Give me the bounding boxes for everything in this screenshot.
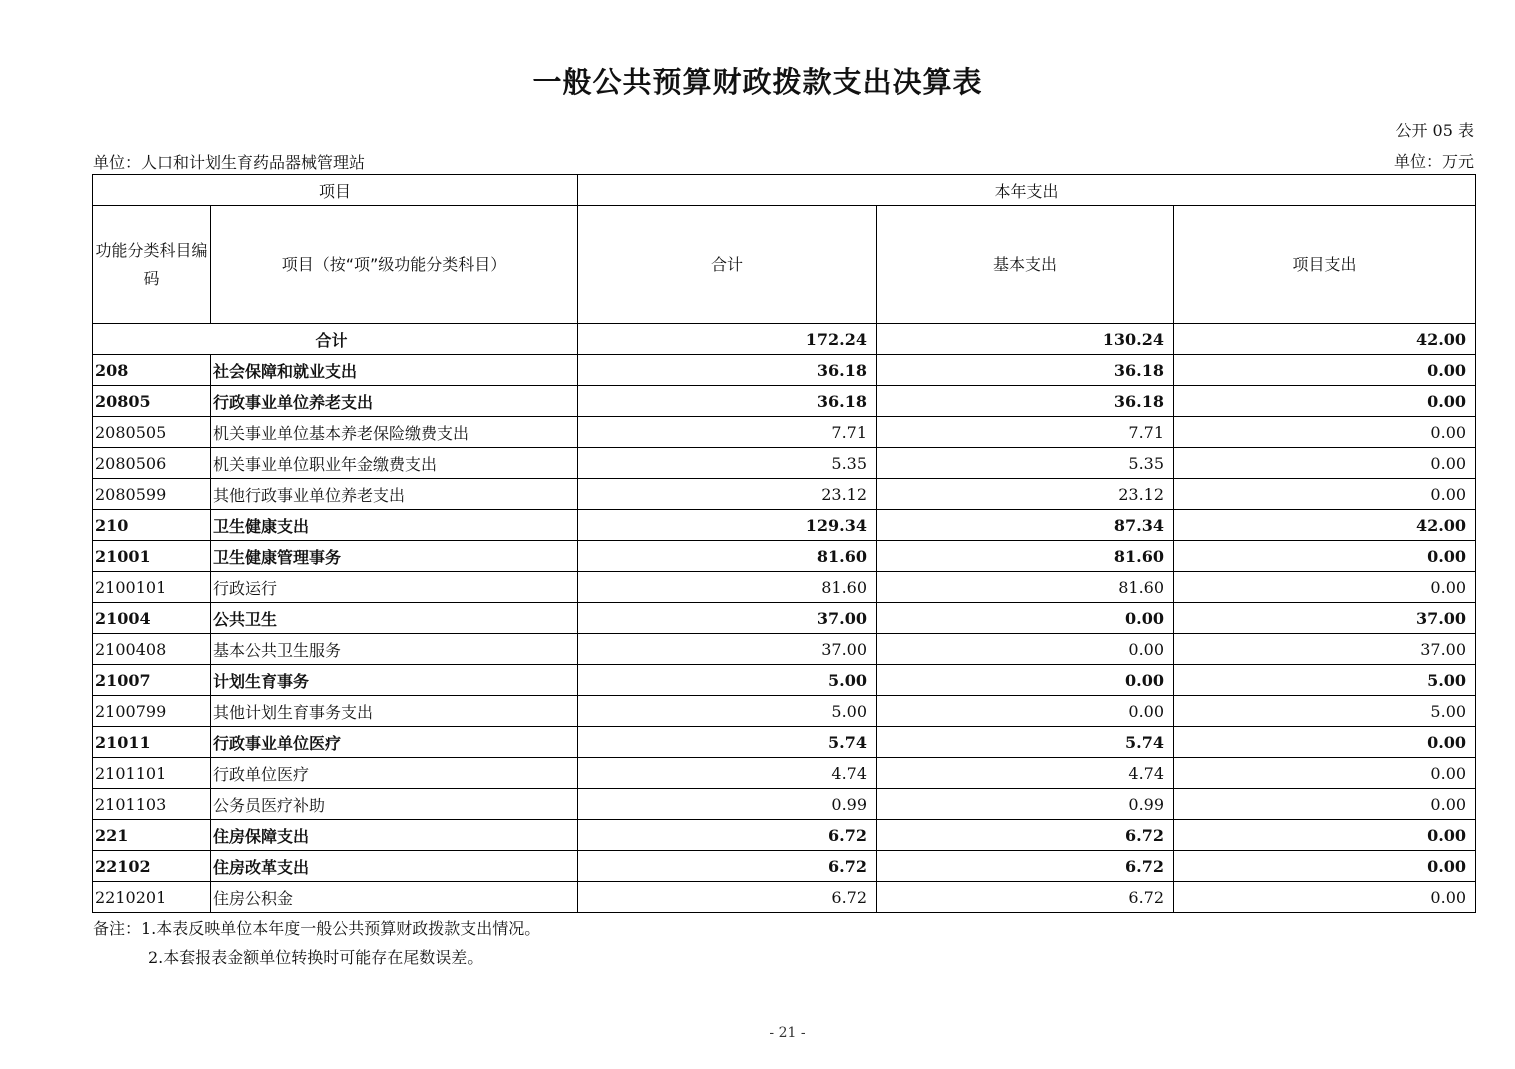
row-project: 0.00 bbox=[1174, 386, 1476, 417]
table-row bbox=[93, 634, 1476, 665]
table-row bbox=[93, 479, 1476, 510]
row-name: 卫生健康支出 bbox=[211, 510, 578, 541]
header-total: 合计 bbox=[578, 206, 877, 324]
row-total: 5.35 bbox=[578, 448, 877, 479]
row-total: 23.12 bbox=[578, 479, 877, 510]
header-project: 项目 bbox=[93, 175, 578, 206]
row-project: 0.00 bbox=[1174, 448, 1476, 479]
row-code: 2080505 bbox=[93, 417, 211, 448]
row-basic: 0.00 bbox=[877, 665, 1174, 696]
row-total: 6.72 bbox=[578, 820, 877, 851]
row-name: 行政事业单位养老支出 bbox=[211, 386, 578, 417]
row-code: 2210201 bbox=[93, 882, 211, 913]
row-name: 计划生育事务 bbox=[211, 665, 578, 696]
notes bbox=[93, 914, 540, 972]
table-row bbox=[93, 448, 1476, 479]
row-code: 210 bbox=[93, 510, 211, 541]
row-total: 129.34 bbox=[578, 510, 877, 541]
header-code: 功能分类科目编码 bbox=[93, 206, 211, 324]
row-name: 其他行政事业单位养老支出 bbox=[211, 479, 578, 510]
row-project: 0.00 bbox=[1174, 820, 1476, 851]
row-code: 21001 bbox=[93, 541, 211, 572]
row-basic: 87.34 bbox=[877, 510, 1174, 541]
row-total: 81.60 bbox=[578, 572, 877, 603]
row-basic: 6.72 bbox=[877, 882, 1174, 913]
table-row bbox=[93, 882, 1476, 913]
row-total: 37.00 bbox=[578, 603, 877, 634]
total-label: 合计 bbox=[93, 324, 578, 355]
row-code: 21004 bbox=[93, 603, 211, 634]
row-code: 20805 bbox=[93, 386, 211, 417]
row-project: 37.00 bbox=[1174, 634, 1476, 665]
row-basic: 81.60 bbox=[877, 541, 1174, 572]
expenditure-table bbox=[92, 174, 1476, 913]
row-name: 行政事业单位医疗 bbox=[211, 727, 578, 758]
table-row bbox=[93, 386, 1476, 417]
row-name: 其他计划生育事务支出 bbox=[211, 696, 578, 727]
row-total: 81.60 bbox=[578, 541, 877, 572]
table-row bbox=[93, 665, 1476, 696]
row-name: 行政单位医疗 bbox=[211, 758, 578, 789]
table-row bbox=[93, 417, 1476, 448]
header-row-1 bbox=[93, 175, 1476, 206]
row-basic: 0.00 bbox=[877, 696, 1174, 727]
row-code: 21011 bbox=[93, 727, 211, 758]
table-row bbox=[93, 789, 1476, 820]
unit-currency: 单位：万元 bbox=[1393, 152, 1474, 171]
form-number: 公开 05 表 bbox=[1395, 121, 1474, 140]
row-basic: 0.00 bbox=[877, 634, 1174, 665]
row-project: 0.00 bbox=[1174, 727, 1476, 758]
row-name: 机关事业单位职业年金缴费支出 bbox=[211, 448, 578, 479]
row-total: 5.00 bbox=[578, 665, 877, 696]
row-code: 2080506 bbox=[93, 448, 211, 479]
row-total: 37.00 bbox=[578, 634, 877, 665]
row-basic: 0.99 bbox=[877, 789, 1174, 820]
row-name: 公共卫生 bbox=[211, 603, 578, 634]
row-code: 21007 bbox=[93, 665, 211, 696]
table-row bbox=[93, 758, 1476, 789]
row-project: 42.00 bbox=[1174, 510, 1476, 541]
row-total: 36.18 bbox=[578, 386, 877, 417]
row-code: 2080599 bbox=[93, 479, 211, 510]
row-code: 2100799 bbox=[93, 696, 211, 727]
row-project: 0.00 bbox=[1174, 479, 1476, 510]
header-item: 项目（按“项”级功能分类科目） bbox=[211, 206, 578, 324]
row-code: 208 bbox=[93, 355, 211, 386]
row-code: 2101103 bbox=[93, 789, 211, 820]
row-code: 2100408 bbox=[93, 634, 211, 665]
table-row bbox=[93, 572, 1476, 603]
row-name: 住房改革支出 bbox=[211, 851, 578, 882]
row-name: 公务员医疗补助 bbox=[211, 789, 578, 820]
total-row bbox=[93, 324, 1476, 355]
table-row bbox=[93, 603, 1476, 634]
page-title: 一般公共预算财政拨款支出决算表 bbox=[532, 65, 983, 99]
row-project: 37.00 bbox=[1174, 603, 1476, 634]
row-project: 0.00 bbox=[1174, 417, 1476, 448]
row-project: 0.00 bbox=[1174, 789, 1476, 820]
table-row bbox=[93, 851, 1476, 882]
header-basic: 基本支出 bbox=[877, 206, 1174, 324]
row-basic: 0.00 bbox=[877, 603, 1174, 634]
row-total: 6.72 bbox=[578, 882, 877, 913]
table-row bbox=[93, 510, 1476, 541]
row-project: 5.00 bbox=[1174, 696, 1476, 727]
row-basic: 6.72 bbox=[877, 820, 1174, 851]
row-code: 2100101 bbox=[93, 572, 211, 603]
row-basic: 5.74 bbox=[877, 727, 1174, 758]
row-basic: 6.72 bbox=[877, 851, 1174, 882]
row-basic: 7.71 bbox=[877, 417, 1174, 448]
row-project: 0.00 bbox=[1174, 851, 1476, 882]
table-row bbox=[93, 541, 1476, 572]
note-line-1: 备注：1.本表反映单位本年度一般公共预算财政拨款支出情况。 bbox=[93, 919, 541, 938]
row-project: 0.00 bbox=[1174, 882, 1476, 913]
total-sum: 172.24 bbox=[578, 324, 877, 355]
row-total: 0.99 bbox=[578, 789, 877, 820]
table-row bbox=[93, 820, 1476, 851]
row-name: 住房保障支出 bbox=[211, 820, 578, 851]
total-basic: 130.24 bbox=[877, 324, 1174, 355]
row-name: 机关事业单位基本养老保险缴费支出 bbox=[211, 417, 578, 448]
row-basic: 23.12 bbox=[877, 479, 1174, 510]
row-name: 住房公积金 bbox=[211, 882, 578, 913]
row-name: 行政运行 bbox=[211, 572, 578, 603]
row-project: 0.00 bbox=[1174, 541, 1476, 572]
header-project-expenditure: 项目支出 bbox=[1174, 206, 1476, 324]
table-row bbox=[93, 727, 1476, 758]
unit-organization: 单位：人口和计划生育药品器械管理站 bbox=[93, 153, 366, 172]
row-basic: 4.74 bbox=[877, 758, 1174, 789]
row-basic: 5.35 bbox=[877, 448, 1174, 479]
row-total: 36.18 bbox=[578, 355, 877, 386]
row-total: 5.00 bbox=[578, 696, 877, 727]
row-basic: 36.18 bbox=[877, 386, 1174, 417]
row-total: 7.71 bbox=[578, 417, 877, 448]
row-project: 0.00 bbox=[1174, 355, 1476, 386]
table-row bbox=[93, 696, 1476, 727]
row-code: 22102 bbox=[93, 851, 211, 882]
row-basic: 36.18 bbox=[877, 355, 1174, 386]
row-code: 2101101 bbox=[93, 758, 211, 789]
row-name: 基本公共卫生服务 bbox=[211, 634, 578, 665]
row-project: 0.00 bbox=[1174, 758, 1476, 789]
total-project: 42.00 bbox=[1174, 324, 1476, 355]
page-number: - 21 - bbox=[769, 1025, 806, 1041]
header-current-year: 本年支出 bbox=[578, 175, 1476, 206]
table-row bbox=[93, 355, 1476, 386]
row-total: 4.74 bbox=[578, 758, 877, 789]
row-project: 0.00 bbox=[1174, 572, 1476, 603]
row-name: 社会保障和就业支出 bbox=[211, 355, 578, 386]
row-project: 5.00 bbox=[1174, 665, 1476, 696]
row-name: 卫生健康管理事务 bbox=[211, 541, 578, 572]
row-code: 221 bbox=[93, 820, 211, 851]
row-basic: 81.60 bbox=[877, 572, 1174, 603]
row-total: 5.74 bbox=[578, 727, 877, 758]
note-line-2: 2.本套报表金额单位转换时可能存在尾数误差。 bbox=[148, 948, 484, 967]
row-total: 6.72 bbox=[578, 851, 877, 882]
header-row-2 bbox=[93, 206, 1476, 324]
